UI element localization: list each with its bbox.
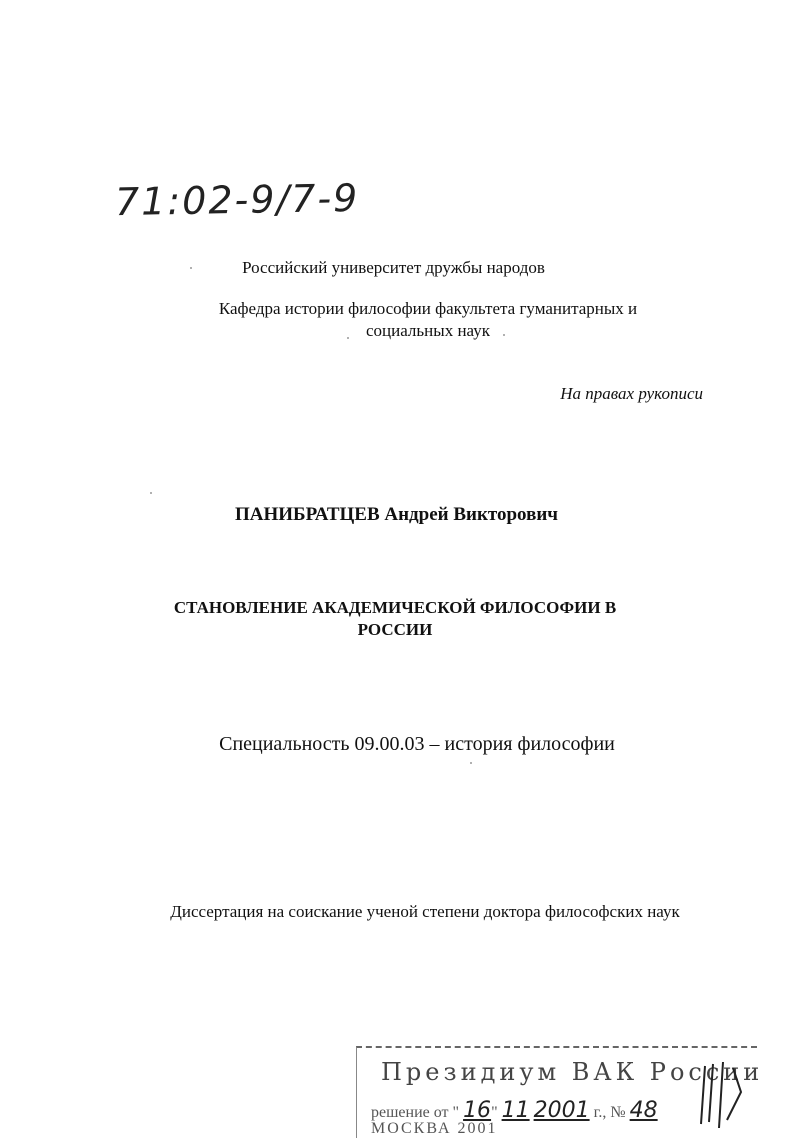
vak-stamp <box>356 1046 764 1138</box>
stamp-decision: решение от " 16" 11 2001 г., № 48 <box>371 1098 658 1123</box>
author-name: ПАНИБРАТЦЕВ Андрей Викторович <box>234 504 559 525</box>
stamp-day: 16 <box>463 1098 492 1123</box>
stamp-number: 48 <box>629 1098 658 1123</box>
manuscript-note: На правах рукописи <box>560 384 703 403</box>
stamp-decision-label: решение от " <box>371 1104 460 1121</box>
stamp-month: 11 <box>501 1098 530 1123</box>
stamp-title: Президиум ВАК России <box>381 1058 764 1086</box>
university-name: Российский университет дружбы народов <box>242 258 545 277</box>
stamp-number-label: г., № <box>593 1104 626 1121</box>
specialty-line: Специальность 09.00.03 – история философии <box>219 733 615 755</box>
archive-code: 71:02-9/7-9 <box>114 175 360 225</box>
dissertation-degree: Диссертация на соискание ученой степени доктора философских наук <box>170 902 680 921</box>
scan-speck <box>470 762 472 764</box>
department-name: Кафедра истории философии факультета гуманитарных и социальных наук <box>218 299 638 340</box>
stamp-year: 2001 <box>533 1098 590 1123</box>
dissertation-title: СТАНОВЛЕНИЕ АКАДЕМИЧЕСКОЙ ФИЛОСОФИИ В РОССИИ <box>173 598 617 639</box>
scan-speck <box>503 334 505 336</box>
scan-speck <box>190 267 192 269</box>
stamp-city: МОСКВА 2001 <box>371 1120 498 1137</box>
scan-speck <box>150 492 152 494</box>
scan-speck <box>347 337 349 339</box>
